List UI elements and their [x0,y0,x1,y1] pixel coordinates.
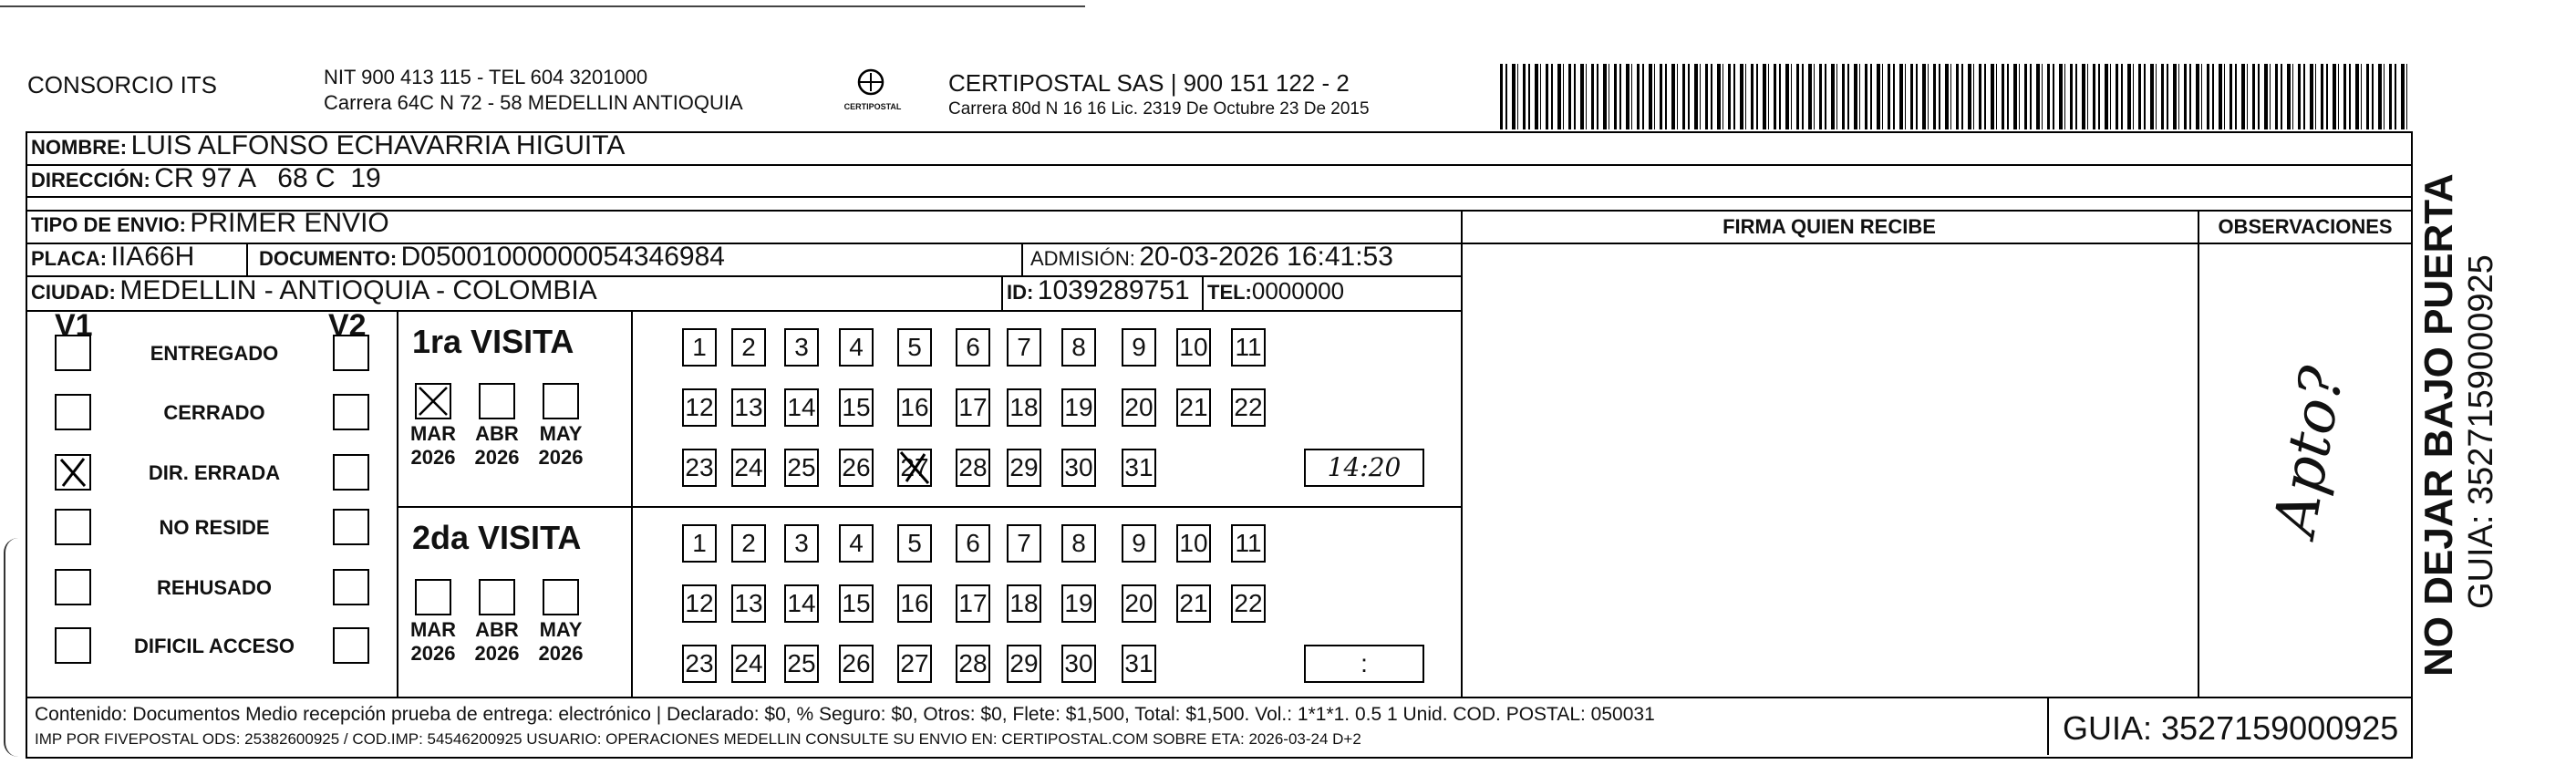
day-box[interactable]: 18 [1007,584,1041,623]
col-divider [397,310,398,697]
day-box[interactable]: 12 [682,584,717,623]
day-box[interactable]: 2 [731,328,766,367]
day-box[interactable]: 8 [1061,328,1096,367]
col-divider [246,243,248,275]
footer-guia: GUIA: 3527159000925 [2063,709,2399,747]
month-label: MAY [539,422,583,445]
direccion-label: DIRECCIÓN: [31,169,150,191]
year-label: 2026 [410,642,456,665]
v2-checkbox[interactable] [333,394,369,430]
tel-label: TEL: [1207,281,1252,304]
day-box[interactable]: 21 [1176,388,1211,427]
day-box[interactable]: 14 [784,388,819,427]
day-box[interactable]: 26 [839,645,874,683]
tipo-row [31,208,389,239]
day-box[interactable]: 7 [1007,524,1041,563]
day-box[interactable]: 23 [682,449,717,487]
admision-label: ADMISIÓN: [1030,247,1135,270]
carrier-address: Carrera 80d N 16 16 Lic. 2319 De Octubre 23 De 2015 [948,99,1370,119]
visit-time-box[interactable]: 14:20 [1304,449,1424,487]
day-box[interactable]: 2 [731,524,766,563]
id-value: 1039289751 [1037,275,1190,305]
documento-value: D05001000000054346984 [400,242,725,272]
row-divider [26,196,2411,198]
v1-checkbox[interactable] [55,569,91,605]
v2-checkbox[interactable] [333,569,369,605]
day-box[interactable]: 22 [1231,584,1266,623]
direccion-value: CR 97 A 68 C 19 [154,163,381,193]
day-box[interactable]: 8 [1061,524,1096,563]
day-box[interactable]: 17 [956,388,990,427]
side-guia: GUIA: 3527159000925 [2462,254,2500,609]
documento-label: DOCUMENTO: [259,247,398,270]
day-box[interactable]: 15 [839,584,874,623]
ciudad-label: CIUDAD: [31,281,116,304]
status-option-label: ENTREGADO [150,342,279,365]
month-label: MAR [409,618,457,641]
day-box[interactable]: 4 [839,328,874,367]
day-box[interactable]: 31 [1122,645,1156,683]
month-label: MAR [409,422,457,445]
day-box[interactable]: 9 [1122,524,1156,563]
v2-checkbox[interactable] [333,509,369,545]
row-divider [1461,243,2411,244]
v1-label: V1 [55,308,93,343]
year-label: 2026 [538,446,584,469]
day-box[interactable]: 15 [839,388,874,427]
month-label: MAY [539,618,583,641]
day-box[interactable]: 29 [1007,449,1041,487]
tipo-label: TIPO DE ENVIO: [31,213,186,236]
status-option-label: DIFICIL ACCESO [133,635,295,657]
admision-value: 20-03-2026 16:41:53 [1139,242,1393,272]
row-divider [26,164,2411,166]
day-box[interactable]: 3 [784,524,819,563]
v2-checkbox[interactable] [333,454,369,491]
firma-label: FIRMA QUIEN RECIBE [1723,215,1936,238]
status-option-label: NO RESIDE [159,516,270,539]
day-box[interactable]: 23 [682,645,717,683]
day-box[interactable]: 20 [1122,584,1156,623]
month-checkbox[interactable] [543,579,579,615]
day-box[interactable]: 20 [1122,388,1156,427]
day-box[interactable]: 25 [784,645,819,683]
month-label: ABR [475,618,519,641]
id-label: ID: [1007,281,1034,304]
day-box[interactable]: 5 [897,524,932,563]
day-box[interactable]: 26 [839,449,874,487]
day-box[interactable]: 28 [956,645,990,683]
v1-checkbox[interactable] [55,394,91,430]
col-divider [631,310,633,697]
barcode [1500,64,2412,129]
day-box[interactable]: 21 [1176,584,1211,623]
day-box[interactable]: 18 [1007,388,1041,427]
month-checkbox[interactable] [543,383,579,419]
documento-row [259,242,725,273]
year-label: 2026 [410,446,456,469]
day-box[interactable]: 7 [1007,328,1041,367]
day-box[interactable]: 1 [682,524,717,563]
status-option-label: DIR. ERRADA [148,461,281,484]
status-option-label: REHUSADO [157,576,272,599]
admision-row [1030,242,1393,273]
nit-line: NIT 900 413 115 - TEL 604 3201000 [324,66,648,88]
day-box[interactable]: 19 [1061,388,1096,427]
day-box[interactable]: 30 [1061,449,1096,487]
footer-print-line: IMP POR FIVEPOSTAL ODS: 25382600925 / COD.IMP: 54546200925 USUARIO: OPERACIONES MEDELLIN CONSULTE SU ENVIO EN: CERTIPOSTAL.COM SOBRE ETA: 2026-03-24 D+2 [35,730,1361,748]
day-box[interactable]: 6 [956,328,990,367]
day-box[interactable]: 10 [1176,328,1211,367]
day-box[interactable]: 11 [1231,328,1266,367]
row-divider [26,310,1461,312]
visit-title: 2da VISITA [412,519,582,556]
visit-title: 1ra VISITA [412,323,574,360]
day-box[interactable]: 28 [956,449,990,487]
day-box[interactable]: 1 [682,328,717,367]
day-box[interactable]: 31 [1122,449,1156,487]
edge-mark [4,538,18,757]
day-box[interactable]: 25 [784,449,819,487]
day-box[interactable]: 16 [897,584,932,623]
placa-value: IIA66H [110,242,195,272]
observaciones-handwriting: Apto? [2261,362,2358,541]
day-check-mark [897,449,932,487]
month-checkbox[interactable] [415,383,451,419]
col-divider [1202,275,1204,310]
day-box[interactable]: 27 [897,449,932,487]
day-box[interactable]: 24 [731,449,766,487]
direccion-row [31,163,381,194]
month-checkbox[interactable] [479,383,515,419]
certipostal-logo-icon [853,66,889,102]
row-divider [26,697,2411,698]
day-box[interactable]: 3 [784,328,819,367]
row-divider [397,506,1461,508]
logo-caption: CERTIPOSTAL [843,102,902,111]
day-box[interactable]: 13 [731,388,766,427]
ciudad-value: MEDELLIN - ANTIOQUIA - COLOMBIA [119,275,597,305]
month-checkbox[interactable] [415,579,451,615]
id-row [1007,275,1190,306]
v2-checkbox[interactable] [333,335,369,371]
status-option-label: CERRADO [163,401,265,424]
day-box[interactable]: 17 [956,584,990,623]
col-divider [1461,210,1463,697]
tel-row [1207,277,1344,305]
day-box[interactable]: 27 [897,645,932,683]
footer-content-line: Contenido: Documentos Medio recepción prueba de entrega: electrónico | Declarado: $0, % Seguro: $0, Otros: $0, Flete: $1,500, Total: $1,500. Vol.: 1*1*1. 0.5 1 Unid. COD. POSTAL: 050031 [35,704,1655,725]
day-box[interactable]: 19 [1061,584,1096,623]
month-checkbox[interactable] [479,579,515,615]
tel-value: 0000000 [1251,277,1345,305]
day-box[interactable]: 29 [1007,645,1041,683]
v1-checkbox[interactable] [55,454,91,491]
day-box[interactable]: 24 [731,645,766,683]
visit-time-box[interactable]: : [1304,645,1424,683]
col-divider [2198,210,2199,697]
company-name: CONSORCIO ITS [27,71,218,98]
day-box[interactable]: 10 [1176,524,1211,563]
placa-row [31,242,194,273]
carrier-line: CERTIPOSTAL SAS | 900 151 122 - 2 [948,69,1350,97]
year-label: 2026 [474,642,520,665]
ciudad-row [31,275,597,306]
day-box[interactable]: 6 [956,524,990,563]
top-rule [0,5,1085,7]
day-box[interactable]: 22 [1231,388,1266,427]
day-box[interactable]: 5 [897,328,932,367]
nombre-value: LUIS ALFONSO ECHAVARRIA HIGUITA [130,130,626,160]
placa-label: PLACA: [31,247,108,270]
day-box[interactable]: 30 [1061,645,1096,683]
year-label: 2026 [538,642,584,665]
v1-checkbox[interactable] [55,509,91,545]
year-label: 2026 [474,446,520,469]
tipo-value: PRIMER ENVIO [190,208,389,238]
day-box[interactable]: 14 [784,584,819,623]
day-box[interactable]: 11 [1231,524,1266,563]
address-line: Carrera 64C N 72 - 58 MEDELLIN ANTIOQUIA [324,91,743,114]
day-box[interactable]: 4 [839,524,874,563]
side-instruction: NO DEJAR BAJO PUERTA [2416,173,2461,677]
col-divider [1021,243,1023,275]
month-label: ABR [475,422,519,445]
v1-checkbox[interactable] [55,335,91,371]
day-box[interactable]: 13 [731,584,766,623]
col-divider [2047,697,2049,755]
v2-checkbox[interactable] [333,627,369,664]
v1-checkbox[interactable] [55,627,91,664]
v2-label: V2 [328,308,367,343]
day-box[interactable]: 9 [1122,328,1156,367]
col-divider [1001,275,1003,310]
observaciones-label: OBSERVACIONES [2218,215,2393,238]
day-box[interactable]: 12 [682,388,717,427]
nombre-label: NOMBRE: [31,136,128,159]
day-box[interactable]: 16 [897,388,932,427]
nombre-row [31,130,625,161]
